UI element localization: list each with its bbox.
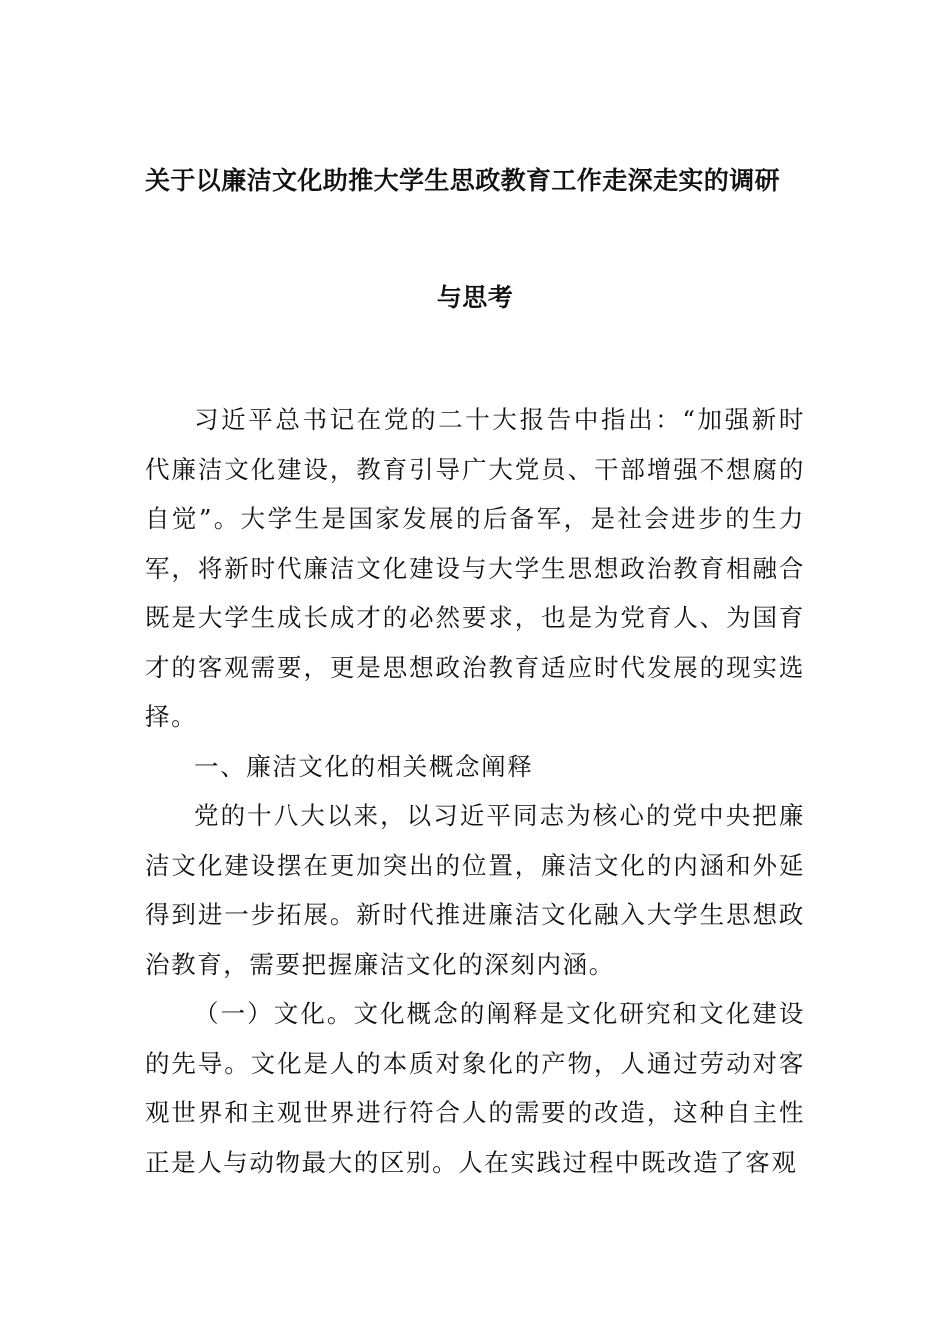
intro-paragraph: 习近平总书记在党的二十大报告中指出：“加强新时代廉洁文化建设，教育引导广大党员、干部增强不想腐的自觉”。大学生是国家发展的后备军，是社会进步的生力军，将新时代廉洁文化建设与大学生思想政治教育相融合既是大学生成长成才的必然要求，也是为党育人、为国育才的客观需要，更是思想政治教育适应时代发展的现实选择。	[145, 405, 805, 731]
section-heading-1: 一、廉洁文化的相关概念阐释	[194, 751, 534, 781]
section-1-paragraph: 党的十八大以来，以习近平同志为核心的党中央把廉洁文化建设摆在更加突出的位置，廉洁文化的内涵和外延得到进一步拓展。新时代推进廉洁文化融入大学生思想政治教育，需要把握廉洁文化的深刻内涵。	[145, 801, 805, 979]
subsection-1-paragraph: （一）文化。文化概念的阐释是文化研究和文化建设的先导。文化是人的本质对象化的产物，人通过劳动对客观世界和主观世界进行符合人的需要的改造，这种自主性正是人与动物最大的区别。人在实践过程中既改造了客观	[145, 999, 805, 1177]
document-title-line-2: 与思考	[436, 283, 514, 312]
document-title-line-1: 关于以廉洁文化助推大学生思政教育工作走深走实的调研	[145, 166, 781, 195]
document-body	[145, 395, 805, 1187]
